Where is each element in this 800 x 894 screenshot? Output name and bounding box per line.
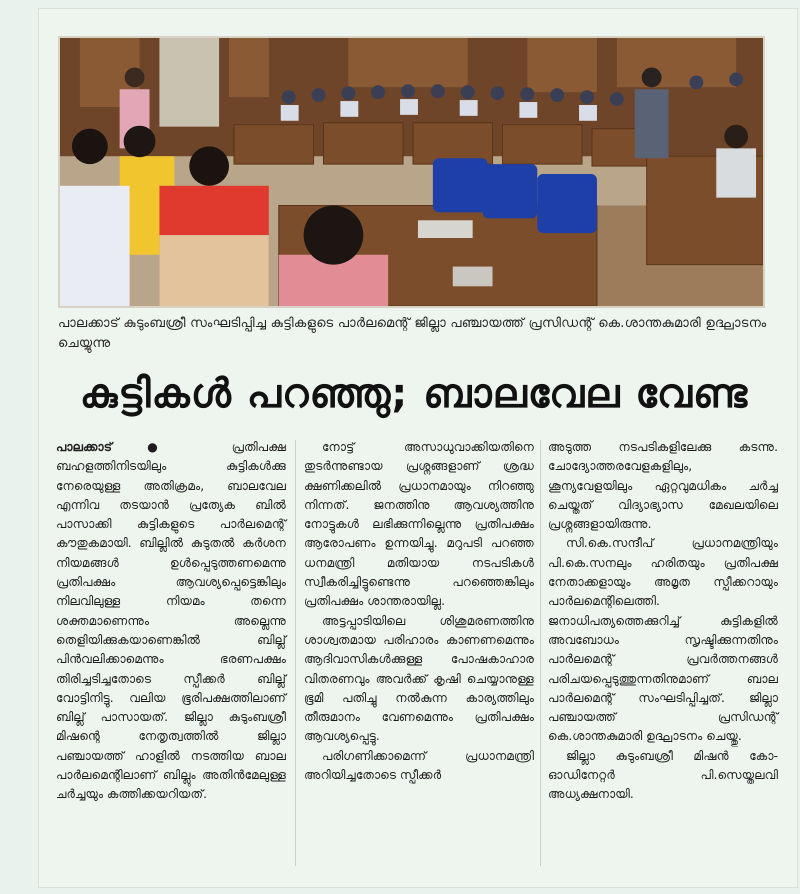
article-paragraph: നോട്ട് അസാധുവാക്കിയതിനെ തുടർന്നുണ്ടായ പ്രശ്നങ്ങളാണ് ശ്രദ്ധ ക്ഷണിക്കലിൽ പ്രധാനമായും നിറഞ്ഞു നിന്നത്. ജനത്തിനു ആവശ്യത്തിനു നോട്ടുകൾ ലഭിക്കുന്നില്ലെന്നു പ്രതിപക്ഷം ആരോപണം ഉന്നയിച്ചു. മറുപടി പറഞ്ഞ ധനമന്ത്രി മതിയായ നടപടികൾ സ്വീകരിച്ചിട്ടുണ്ടെന്നു പറഞ്ഞെങ്കിലും പ്രതിപക്ഷം ശാന്തരായില്ല. bbox=[304, 440, 534, 609]
article-paragraph: അടുത്ത നടപടികളിലേക്കു കടന്നു. ചോദ്യോത്തരവേളകളിലും, ശൂന്യവേളയിലും ഏറ്റവുമധികം ചർച്ച ചെയ്തത് വിദ്യാഭ്യാസ മേഖലയിലെ പ്രശ്നങ്ങളായിരുന്നു. bbox=[548, 440, 778, 532]
article-paragraph: പരിഗണിക്കാമെന്ന് പ്രധാനമന്ത്രി അറിയിച്ചതോടെ സ്പീക്കർ bbox=[304, 748, 534, 783]
column-divider bbox=[540, 440, 541, 866]
article-column-3 bbox=[548, 438, 778, 805]
article-paragraph: അട്ടപ്പാടിയിലെ ശിശുമരണത്തിനു ശാശ്വതമായ പരിഹാരം കാണണമെന്നും ആദിവാസികൾക്കുള്ള പോഷകാഹാര വിതരണവും അവർക്ക് കൃഷി ചെയ്യാനുള്ള ഭൂമി പതിച്ചു നൽകുന്ന കാര്യത്തിലും തീരുമാനം വേണമെന്നും പ്രതിപക്ഷം ആവശ്യപ്പെട്ടു. bbox=[304, 613, 534, 744]
dateline: പാലക്കാട്● bbox=[56, 440, 193, 454]
meeting-hall-photo bbox=[58, 36, 765, 308]
article-column-1 bbox=[56, 438, 286, 805]
article-paragraph: ജില്ലാ കുടുംബശ്രീ മിഷൻ കോ-ഓഡിനേറ്റർ പി.സെയ്തലവി അധ്യക്ഷനായി. bbox=[548, 748, 778, 802]
article-text: പ്രതിപക്ഷ ബഹളത്തിനിടയിലും കുട്ടികൾക്കു നേരെയുള്ള അതിക്രമം, ബാലവേല എന്നിവ തടയാൻ പ്രത്യേക ബിൽ പാസാക്കി കുട്ടികളുടെ പാർലമെന്റ് കൗതുകമായി. ബില്ലിൽ കുടുതൽ കർശന നിയമങ്ങൾ ഉൾപ്പെടുത്തണമെന്നു പ്രതിപക്ഷം ആവശ്യപ്പെട്ടെങ്കിലും നിലവിലുള്ള നിയമം തന്നെ ശക്തമാണെന്നും അല്ലെന്നു തെളിയിക്കുകയാണെങ്കിൽ ബില്ല് പിൻവലിക്കാമെന്നും ഭരണപക്ഷം തിരിച്ചടിച്ചതോടെ സ്പീക്കർ ബില്ല് വോട്ടിനിട്ടു. വലിയ ഭൂരിപക്ഷത്തിലാണ് ബില്ല് പാസായത്. ജില്ലാ കുടുംബശ്രീ മിഷന്റെ നേതൃത്വത്തിൽ ജില്ലാ പഞ്ചായത്ത് ഹാളിൽ നടത്തിയ ബാല പാർലമെന്റിലാണ് ബില്ലും അതിൻമേലുള്ള ചർച്ചയും കത്തിക്കയറിയത്. bbox=[56, 440, 286, 802]
column-divider bbox=[295, 440, 296, 866]
headline: കുട്ടികൾ പറഞ്ഞു; ബാലവേല വേണ്ട bbox=[79, 371, 749, 417]
photo-illustration bbox=[60, 38, 763, 306]
article-column-2 bbox=[304, 438, 534, 785]
photo-caption: പാലക്കാട് കുടുംബശ്രീ സംഘടിപ്പിച്ച കുട്ടികളുടെ പാർലമെന്റ് ജില്ലാ പഞ്ചായത്ത് പ്രസിഡന്റ് കെ.ശാന്തകുമാരി ഉദ്ഘാടനം ചെയ്യുന്നു bbox=[58, 316, 767, 351]
article-paragraph: സി.കെ.സന്ദീപ് പ്രധാനമന്ത്രിയും പി.കെ.സനലും ഹരിതയും പ്രതിപക്ഷ നേതാക്കളായും അമൃത സ്പീക്കറായും പാർലമെന്റിലെത്തി. ജനാധിപത്യത്തെക്കുറിച്ച് കുട്ടികളിൽ അവബോധം സൃഷ്ടിക്കുന്നതിനും പാർലമെന്റ് പ്രവർത്തനങ്ങൾ പരിചയപ്പെടുത്തുന്നതിനുമാണ് ബാല പാർലമെന്റ് സംഘടിപ്പിച്ചത്. ജില്ലാ പഞ്ചായത്ത് പ്രസിഡന്റ് കെ.ശാന്തകുമാരി ഉദ്ഘാടനം ചെയ്തു. bbox=[548, 536, 778, 744]
article-paragraph bbox=[56, 438, 286, 805]
